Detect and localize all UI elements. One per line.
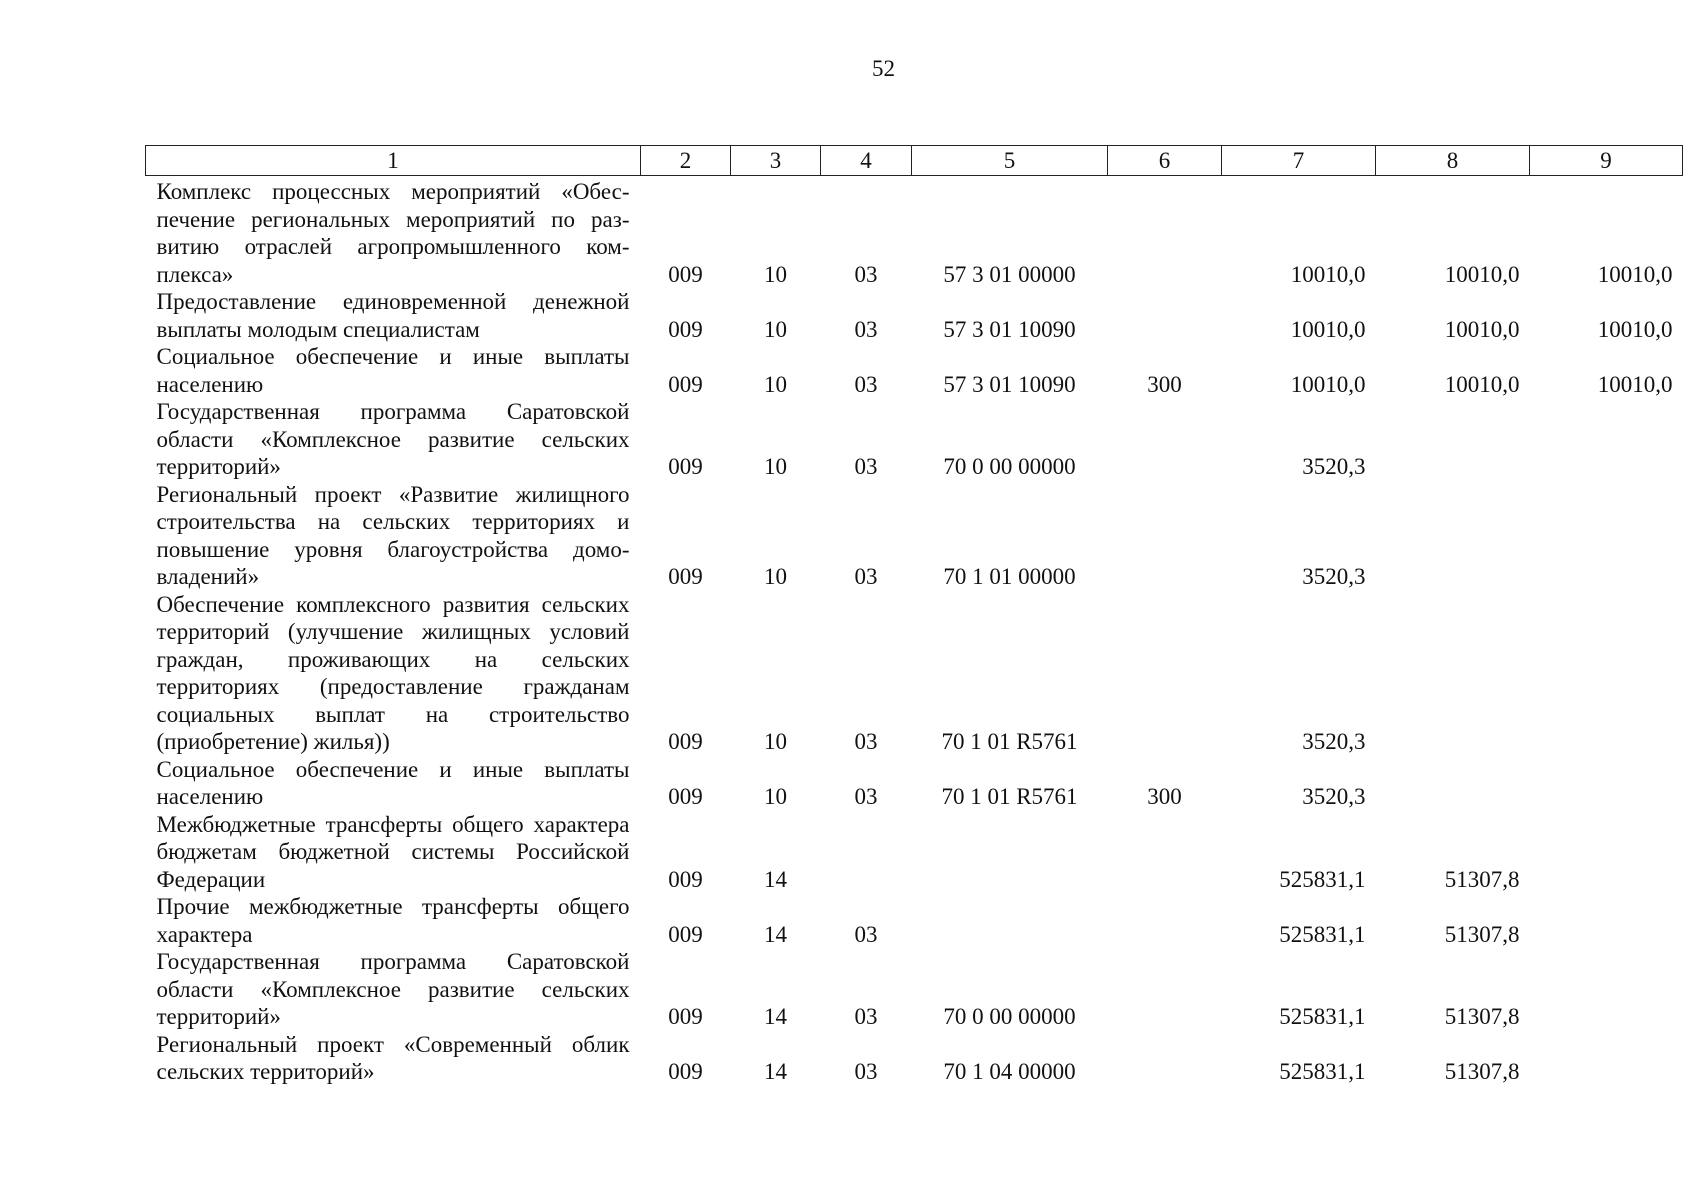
expense-type-cell xyxy=(1108,176,1222,289)
target-article-cell: 70 1 01 R5761 xyxy=(941,729,1078,754)
section-cell: 10 xyxy=(764,316,787,342)
col-header-2: 2 xyxy=(641,146,731,176)
expense-type-cell xyxy=(1108,948,1222,1031)
table-row xyxy=(146,398,1683,481)
expense-type-cell: 300 xyxy=(1147,371,1182,397)
amount-col9-cell xyxy=(1530,893,1683,948)
description-cell: Предоставление единовременной денежной выплаты молодым специалистам xyxy=(156,289,630,342)
expense-type-cell xyxy=(1108,288,1222,343)
col-header-3: 3 xyxy=(731,146,821,176)
section-cell: 10 xyxy=(764,454,787,479)
section-cell: 14 xyxy=(764,1059,787,1084)
subsection-cell: 03 xyxy=(854,921,878,947)
ministry-code-cell: 009 xyxy=(668,784,703,809)
subsection-cell: 03 xyxy=(854,371,878,397)
target-article-cell xyxy=(912,893,1108,948)
amount-col8-cell xyxy=(1376,756,1530,811)
amount-col7-cell: 10010,0 xyxy=(1290,371,1366,397)
ministry-code-cell: 009 xyxy=(668,316,703,342)
ministry-code-cell: 009 xyxy=(668,261,703,287)
amount-col9-cell xyxy=(1530,811,1683,894)
subsection-cell: 03 xyxy=(854,261,878,287)
ministry-code-cell: 009 xyxy=(668,921,703,947)
col-header-6: 6 xyxy=(1108,146,1222,176)
description-cell: Государственная программа Саратовской области «Комплексное развитие сельских территорий» xyxy=(156,399,630,479)
amount-col7-cell: 525831,1 xyxy=(1279,921,1366,947)
section-cell: 14 xyxy=(764,921,787,947)
col-header-9: 9 xyxy=(1530,146,1683,176)
amount-col8-cell: 10010,0 xyxy=(1444,261,1520,287)
col-header-4: 4 xyxy=(821,146,912,176)
amount-col9-cell xyxy=(1530,591,1683,756)
amount-col8-cell: 51307,8 xyxy=(1444,1059,1520,1084)
amount-col9-cell xyxy=(1530,1031,1683,1086)
subsection-cell: 03 xyxy=(854,564,878,589)
section-cell: 10 xyxy=(764,784,787,809)
amount-col7-cell: 525831,1 xyxy=(1279,866,1366,892)
section-cell: 10 xyxy=(764,261,787,287)
description-cell: Обеспечение комплексного развития сельских территорий (улучшение жилищных условий граждан, проживающих на сельских территориях (предоставление гражданам социальных выплат на строительство (приобретение) жилья)) xyxy=(156,591,630,754)
amount-col9-cell xyxy=(1530,481,1683,591)
amount-col9-cell: 10010,0 xyxy=(1597,261,1673,287)
ministry-code-cell: 009 xyxy=(668,866,703,892)
amount-col8-cell: 51307,8 xyxy=(1444,1004,1520,1029)
ministry-code-cell: 009 xyxy=(668,564,703,589)
table-row xyxy=(146,811,1683,894)
amount-col7-cell: 3520,3 xyxy=(1302,784,1366,809)
expense-type-cell xyxy=(1108,398,1222,481)
description-cell: Комплекс процессных мероприятий «Обеспечение региональных мероприятий по развитию отраслей агропромышленного комплекса» xyxy=(156,179,630,287)
amount-col8-cell: 10010,0 xyxy=(1444,371,1520,397)
header-row xyxy=(146,146,1683,176)
subsection-cell: 03 xyxy=(854,316,878,342)
page-number: 52 xyxy=(872,56,895,81)
amount-col9-cell xyxy=(1530,756,1683,811)
subsection-cell: 03 xyxy=(854,729,878,754)
budget-table xyxy=(145,145,1683,1086)
expense-type-cell xyxy=(1108,811,1222,894)
amount-col9-cell: 10010,0 xyxy=(1597,316,1673,342)
subsection-cell xyxy=(821,811,912,894)
amount-col9-cell xyxy=(1530,948,1683,1031)
description-cell: Государственная программа Саратовской области «Комплексное развитие сельских территорий» xyxy=(156,949,630,1029)
table-row xyxy=(146,481,1683,591)
amount-col7-cell: 3520,3 xyxy=(1302,454,1366,479)
target-article-cell xyxy=(912,811,1108,894)
expense-type-cell: 300 xyxy=(1147,784,1182,809)
expense-type-cell xyxy=(1108,481,1222,591)
subsection-cell: 03 xyxy=(854,1059,878,1084)
table-row xyxy=(146,343,1683,398)
ministry-code-cell: 009 xyxy=(668,1004,703,1029)
col-header-1: 1 xyxy=(146,146,641,176)
amount-col7-cell: 3520,3 xyxy=(1302,564,1366,589)
amount-col7-cell: 525831,1 xyxy=(1279,1059,1366,1084)
target-article-cell: 70 1 01 R5761 xyxy=(941,784,1078,809)
amount-col7-cell: 10010,0 xyxy=(1290,261,1366,287)
target-article-cell: 70 0 00 00000 xyxy=(943,454,1076,479)
table-row xyxy=(146,893,1683,948)
target-article-cell: 70 0 00 00000 xyxy=(943,1004,1076,1029)
col-header-8: 8 xyxy=(1376,146,1530,176)
table-row xyxy=(146,288,1683,343)
table-body xyxy=(146,176,1683,1086)
expense-type-cell xyxy=(1108,591,1222,756)
subsection-cell: 03 xyxy=(854,454,878,479)
ministry-code-cell: 009 xyxy=(668,729,703,754)
col-header-5: 5 xyxy=(912,146,1108,176)
section-cell: 10 xyxy=(764,564,787,589)
ministry-code-cell: 009 xyxy=(668,1059,703,1084)
amount-col9-cell: 10010,0 xyxy=(1597,371,1673,397)
section-cell: 14 xyxy=(764,1004,787,1029)
amount-col8-cell: 10010,0 xyxy=(1444,316,1520,342)
ministry-code-cell: 009 xyxy=(668,371,703,397)
amount-col8-cell: 51307,8 xyxy=(1444,866,1520,892)
amount-col7-cell: 525831,1 xyxy=(1279,1004,1366,1029)
target-article-cell: 70 1 04 00000 xyxy=(943,1059,1076,1084)
amount-col8-cell xyxy=(1376,591,1530,756)
description-cell: Региональный проект «Современный облик сельских территорий» xyxy=(156,1031,630,1084)
expense-type-cell xyxy=(1108,893,1222,948)
col-header-7: 7 xyxy=(1222,146,1376,176)
table-row xyxy=(146,1031,1683,1086)
expense-type-cell xyxy=(1108,1031,1222,1086)
table-row xyxy=(146,176,1683,289)
description-cell: Социальное обеспечение и иные выплаты населению xyxy=(156,756,630,809)
description-cell: Межбюджетные трансферты общего характера бюджетам бюджетной системы Российской Федерации xyxy=(156,811,630,892)
amount-col8-cell: 51307,8 xyxy=(1444,921,1520,947)
target-article-cell: 57 3 01 00000 xyxy=(943,261,1076,287)
section-cell: 10 xyxy=(764,729,787,754)
section-cell: 14 xyxy=(764,866,787,892)
subsection-cell: 03 xyxy=(854,1004,878,1029)
amount-col8-cell xyxy=(1376,481,1530,591)
target-article-cell: 70 1 01 00000 xyxy=(943,564,1076,589)
table-row xyxy=(146,591,1683,756)
amount-col7-cell: 3520,3 xyxy=(1302,729,1366,754)
target-article-cell: 57 3 01 10090 xyxy=(943,371,1076,397)
table-row xyxy=(146,756,1683,811)
amount-col8-cell xyxy=(1376,398,1530,481)
section-cell: 10 xyxy=(764,371,787,397)
table-row xyxy=(146,948,1683,1031)
amount-col7-cell: 10010,0 xyxy=(1290,316,1366,342)
subsection-cell: 03 xyxy=(854,784,878,809)
description-cell: Прочие межбюджетные трансферты общего характера xyxy=(156,894,630,947)
target-article-cell: 57 3 01 10090 xyxy=(943,316,1076,342)
amount-col9-cell xyxy=(1530,398,1683,481)
ministry-code-cell: 009 xyxy=(668,454,703,479)
description-cell: Региональный проект «Развитие жилищного строительства на сельских территориях и повышение уровня благоустройства домовладений» xyxy=(156,481,630,589)
description-cell: Социальное обеспечение и иные выплаты населению xyxy=(156,344,630,397)
